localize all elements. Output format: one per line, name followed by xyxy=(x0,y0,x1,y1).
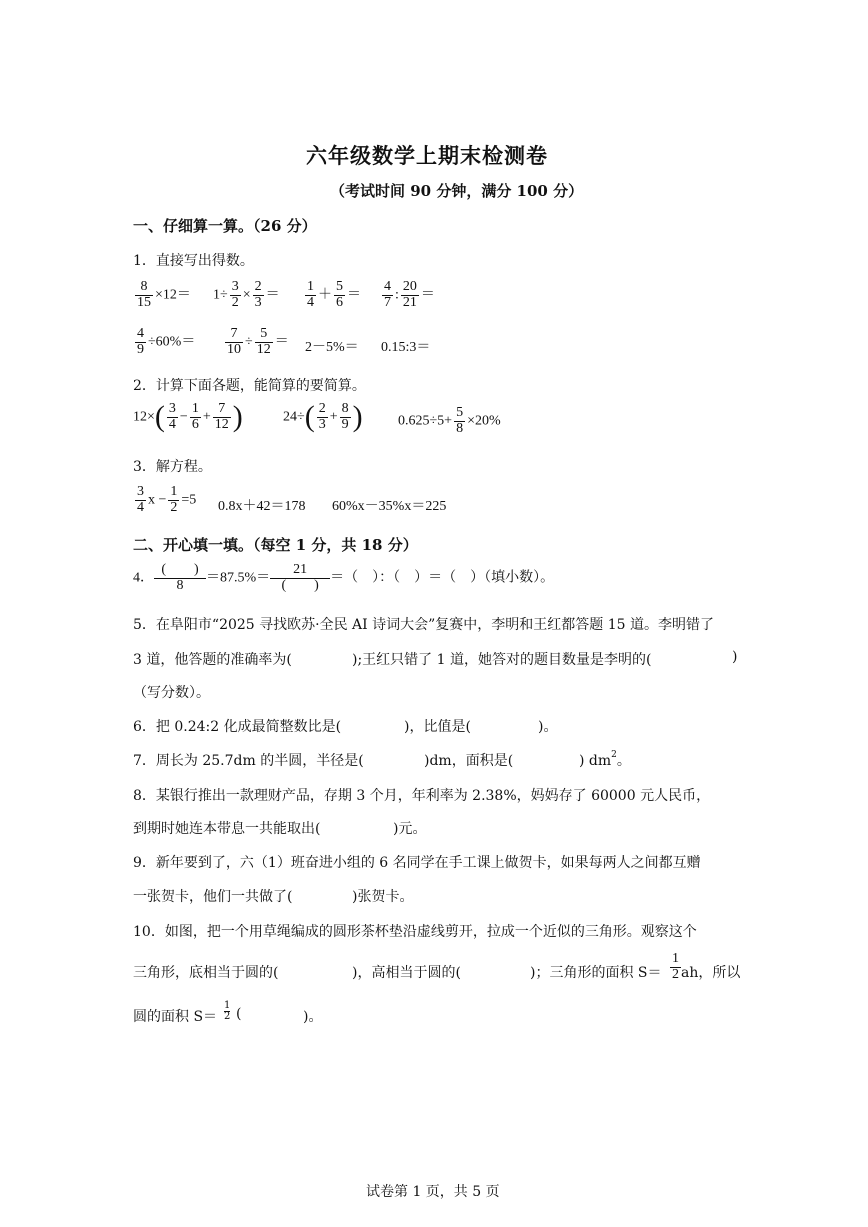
q3-label: 3．解方程。 xyxy=(133,459,212,475)
q3b: 0.8x＋42＝178 xyxy=(218,499,306,514)
q9-line2a: 一张贺卡，他们一共做了( xyxy=(133,889,293,905)
q5-line1: 5．在阜阳市“2025 寻找欧苏·全民 AI 诗词大会”复赛中，李明和王红都答题 15 道。李明错了 xyxy=(133,617,715,633)
q1d: $\frac{4}{7}$ : $\frac{20}{21}$ ＝ xyxy=(384,279,435,310)
q10-line2c: )；三角形的面积 S＝ xyxy=(530,965,662,981)
q4: 4． $\frac{( )}{8}$ ＝87.5%＝ $\frac{21}{( )}$ ＝（ ）：（ ）＝（ ）（填小数）。 xyxy=(133,562,555,593)
q10-line2d: ah，所以 xyxy=(681,965,741,981)
q10-line1: 10．如图，把一个用草绳编成的圆形茶杯垫沿虚线剪开，拉成一个近似的三角形。观察这个 xyxy=(133,924,697,940)
q2-label: 2．计算下面各题，能简算的要简算。 xyxy=(133,378,366,394)
q5-line3: （写分数）。 xyxy=(133,685,210,701)
q9-line2b: )张贺卡。 xyxy=(352,889,414,905)
q5-line2b: );王红只错了 1 道，她答对的题目数量是李明的( xyxy=(352,652,652,668)
q5-line2a: 3 道，他答题的准确率为( xyxy=(133,652,292,668)
page-subtitle: （考试时间 90 分钟，满分 100 分） xyxy=(330,182,584,200)
q3c: 60%x－35%x＝225 xyxy=(332,499,447,514)
q8-line2a: 到期时她连本带息一共能取出( xyxy=(133,821,321,837)
q1h: 0.15:3＝ xyxy=(381,340,431,355)
q1e: $\frac{4}{9}$ ÷60%＝ xyxy=(137,326,196,357)
q5-line2c: ) xyxy=(732,649,738,665)
q7b: )dm，面积是( xyxy=(424,753,514,769)
page-footer: 试卷第 1 页，共 5 页 xyxy=(366,1184,500,1200)
q10-line3b: ( xyxy=(236,1006,242,1022)
q2c: 0.625÷5+ $\frac{5}{8}$ ×20% xyxy=(398,405,501,436)
q2b: 24÷( $\frac{2}{3}$ + $\frac{8}{9}$ ) xyxy=(283,400,363,434)
q1f: $\frac{7}{10}$ ÷ $\frac{5}{12}$ ＝ xyxy=(227,326,289,357)
section1-heading: 一、仔细算一算。（26 分） xyxy=(133,217,317,235)
q8-line2b: )元。 xyxy=(393,821,427,837)
q1c: $\frac{1}{4}$ ＋ $\frac{5}{6}$ ＝ xyxy=(307,279,361,310)
q6c: )。 xyxy=(538,719,558,735)
q10-line3a: 圆的面积 S＝ xyxy=(133,1009,218,1025)
q9-line1: 9．新年要到了，六（1）班奋进小组的 6 名同学在手工课上做贺卡，如果每两人之间都互赠 xyxy=(133,855,701,871)
q6a: 6．把 0.24:2 化成最简整数比是( xyxy=(133,719,342,735)
section2-heading: 二、开心填一填。（每空 1 分，共 18 分） xyxy=(133,536,418,554)
q1b: 1÷ $\frac{3}{2}$ × $\frac{2}{3}$ ＝ xyxy=(213,279,280,310)
q1a: $\frac{8}{15}$ ×12＝ xyxy=(137,279,191,310)
q10-fraction: $\frac{1}{2}$ xyxy=(672,951,679,982)
page-title: 六年级数学上期末检测卷 xyxy=(306,143,548,168)
q2a: 12×( $\frac{3}{4}$ − $\frac{1}{6}$ + $\frac{7}{12}$ ) xyxy=(133,400,243,434)
q7a: 7．周长为 25.7dm 的半圆，半径是( xyxy=(133,753,364,769)
q1g: 2－5%＝ xyxy=(305,340,359,355)
q8-line1: 8．某银行推出一款理财产品，存期 3 个月，年利率为 2.38%，妈妈存了 60000 元人民币， xyxy=(133,788,711,804)
q6b: )，比值是( xyxy=(404,719,471,735)
q3a: $\frac{3}{4}$ x − $\frac{1}{2}$ =5 xyxy=(137,484,197,515)
q1-label: 1．直接写出得数。 xyxy=(133,253,254,269)
q10-line2a: 三角形，底相当于圆的( xyxy=(133,965,279,981)
q10-small-fraction: $\frac{1}{2}$ xyxy=(224,1000,231,1022)
q10-line2b: )，高相当于圆的( xyxy=(352,965,461,981)
q10-line3c: )。 xyxy=(303,1009,323,1025)
q7c: ) $dm^2$。 xyxy=(579,750,631,769)
